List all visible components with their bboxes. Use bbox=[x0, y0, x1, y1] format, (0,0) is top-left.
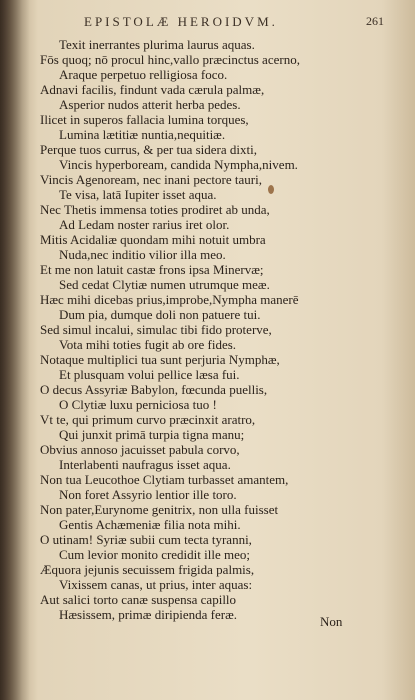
verse-line: O decus Assyriæ Babylon, fœcunda puellis, bbox=[40, 382, 268, 397]
verse-line: Lumina lætitiæ nuntia,nequitiæ. bbox=[59, 127, 226, 142]
verse-line: Non tua Leucothoe Clytiam turbasset amantem, bbox=[40, 472, 289, 487]
verse-line: Vincis hyperboream, candida Nympha,nivem. bbox=[59, 157, 298, 172]
verse-line: Asperior nudos atterit herba pedes. bbox=[59, 97, 241, 112]
verse-line: Sed cedat Clytiæ numen utrumque meæ. bbox=[59, 277, 270, 292]
verse-line: Nec Thetis immensa toties prodiret ab unda, bbox=[40, 202, 270, 217]
verse-line: Nuda,nec inditio vilior illa meo. bbox=[59, 247, 226, 262]
verse-line: Æquora jejunis secuissem frigida palmis, bbox=[40, 562, 255, 577]
verse-line: Qui junxit primā turpia tigna manu; bbox=[59, 427, 245, 442]
page-header bbox=[84, 14, 384, 34]
verse-line: Aut salici torto canæ suspensa capillo bbox=[40, 592, 237, 607]
verse-line: Adnavi facilis, findunt vada cærula palmæ, bbox=[40, 82, 265, 97]
verse-line: Vincis Agenoream, nec inani pectore tauri, bbox=[40, 172, 262, 187]
poem-text bbox=[40, 37, 370, 622]
page-number: 261 bbox=[366, 14, 384, 28]
verse-line: Et plusquam volui pellice læsa fui. bbox=[59, 367, 240, 382]
verse-line: Hæsissem, primæ diripienda feræ. bbox=[59, 607, 238, 622]
verse-line: Non foret Assyrio lentior ille toro. bbox=[59, 487, 237, 502]
verse-line: Mitis Acidaliæ quondam mihi notuit umbra bbox=[40, 232, 266, 247]
running-title: EPISTOLÆ HEROIDVM. bbox=[84, 14, 278, 29]
verse-line: Notaque multiplici tua sunt perjuria Nymphæ, bbox=[40, 352, 280, 367]
verse-line: Et me non latuit castæ frons ipsa Minervæ; bbox=[40, 262, 264, 277]
verse-line: Araque perpetuo relligiosa foco. bbox=[59, 67, 228, 82]
verse-line: Texit inerrantes plurima laurus aquas. bbox=[59, 37, 255, 52]
verse-line: Hæc mihi dicebas prius,improbe,Nympha manerē bbox=[40, 292, 299, 307]
verse-line: Ad Ledam noster rarius iret olor. bbox=[59, 217, 230, 232]
verse-line: Vt te, qui primum curvo præcinxit aratro, bbox=[40, 412, 256, 427]
verse-line: Vota mihi toties fugit ab ore fides. bbox=[59, 337, 237, 352]
gutter-shadow bbox=[0, 0, 30, 700]
catchword: Non bbox=[320, 614, 343, 629]
verse-line: Vixissem canas, ut prius, inter aquas: bbox=[59, 577, 253, 592]
verse-line: Sed simul incalui, simulac tibi fido proterve, bbox=[40, 322, 272, 337]
verse-line: O Clytiæ luxu perniciosa tuo ! bbox=[59, 397, 217, 412]
verse-line: Gentis Achæmeniæ filia nota mihi. bbox=[59, 517, 241, 532]
verse-line: Te visa, latā Iupiter isset aqua. bbox=[59, 187, 217, 202]
verse-line: Ilicet in superos fallacia lumina torques, bbox=[40, 112, 249, 127]
verse-line: Dum pia, dumque doli non patuere tui. bbox=[59, 307, 261, 322]
verse-line: Non pater,Eurynome genitrix, non ulla fuisset bbox=[40, 502, 279, 517]
verse-line: O utinam! Syriæ subii cum tecta tyranni, bbox=[40, 532, 252, 547]
verse-line: Interlabenti naufragus isset aqua. bbox=[59, 457, 231, 472]
verse-line: Cum levior monito credidit ille meo; bbox=[59, 547, 250, 562]
verse-line: Perque tuos currus, & per tua sidera dixti, bbox=[40, 142, 257, 157]
verse-line: Fōs quoq; nō procul hinc,vallo præcinctus acerno, bbox=[40, 52, 300, 67]
verse-line: Obvius annoso jacuisset pabula corvo, bbox=[40, 442, 240, 457]
